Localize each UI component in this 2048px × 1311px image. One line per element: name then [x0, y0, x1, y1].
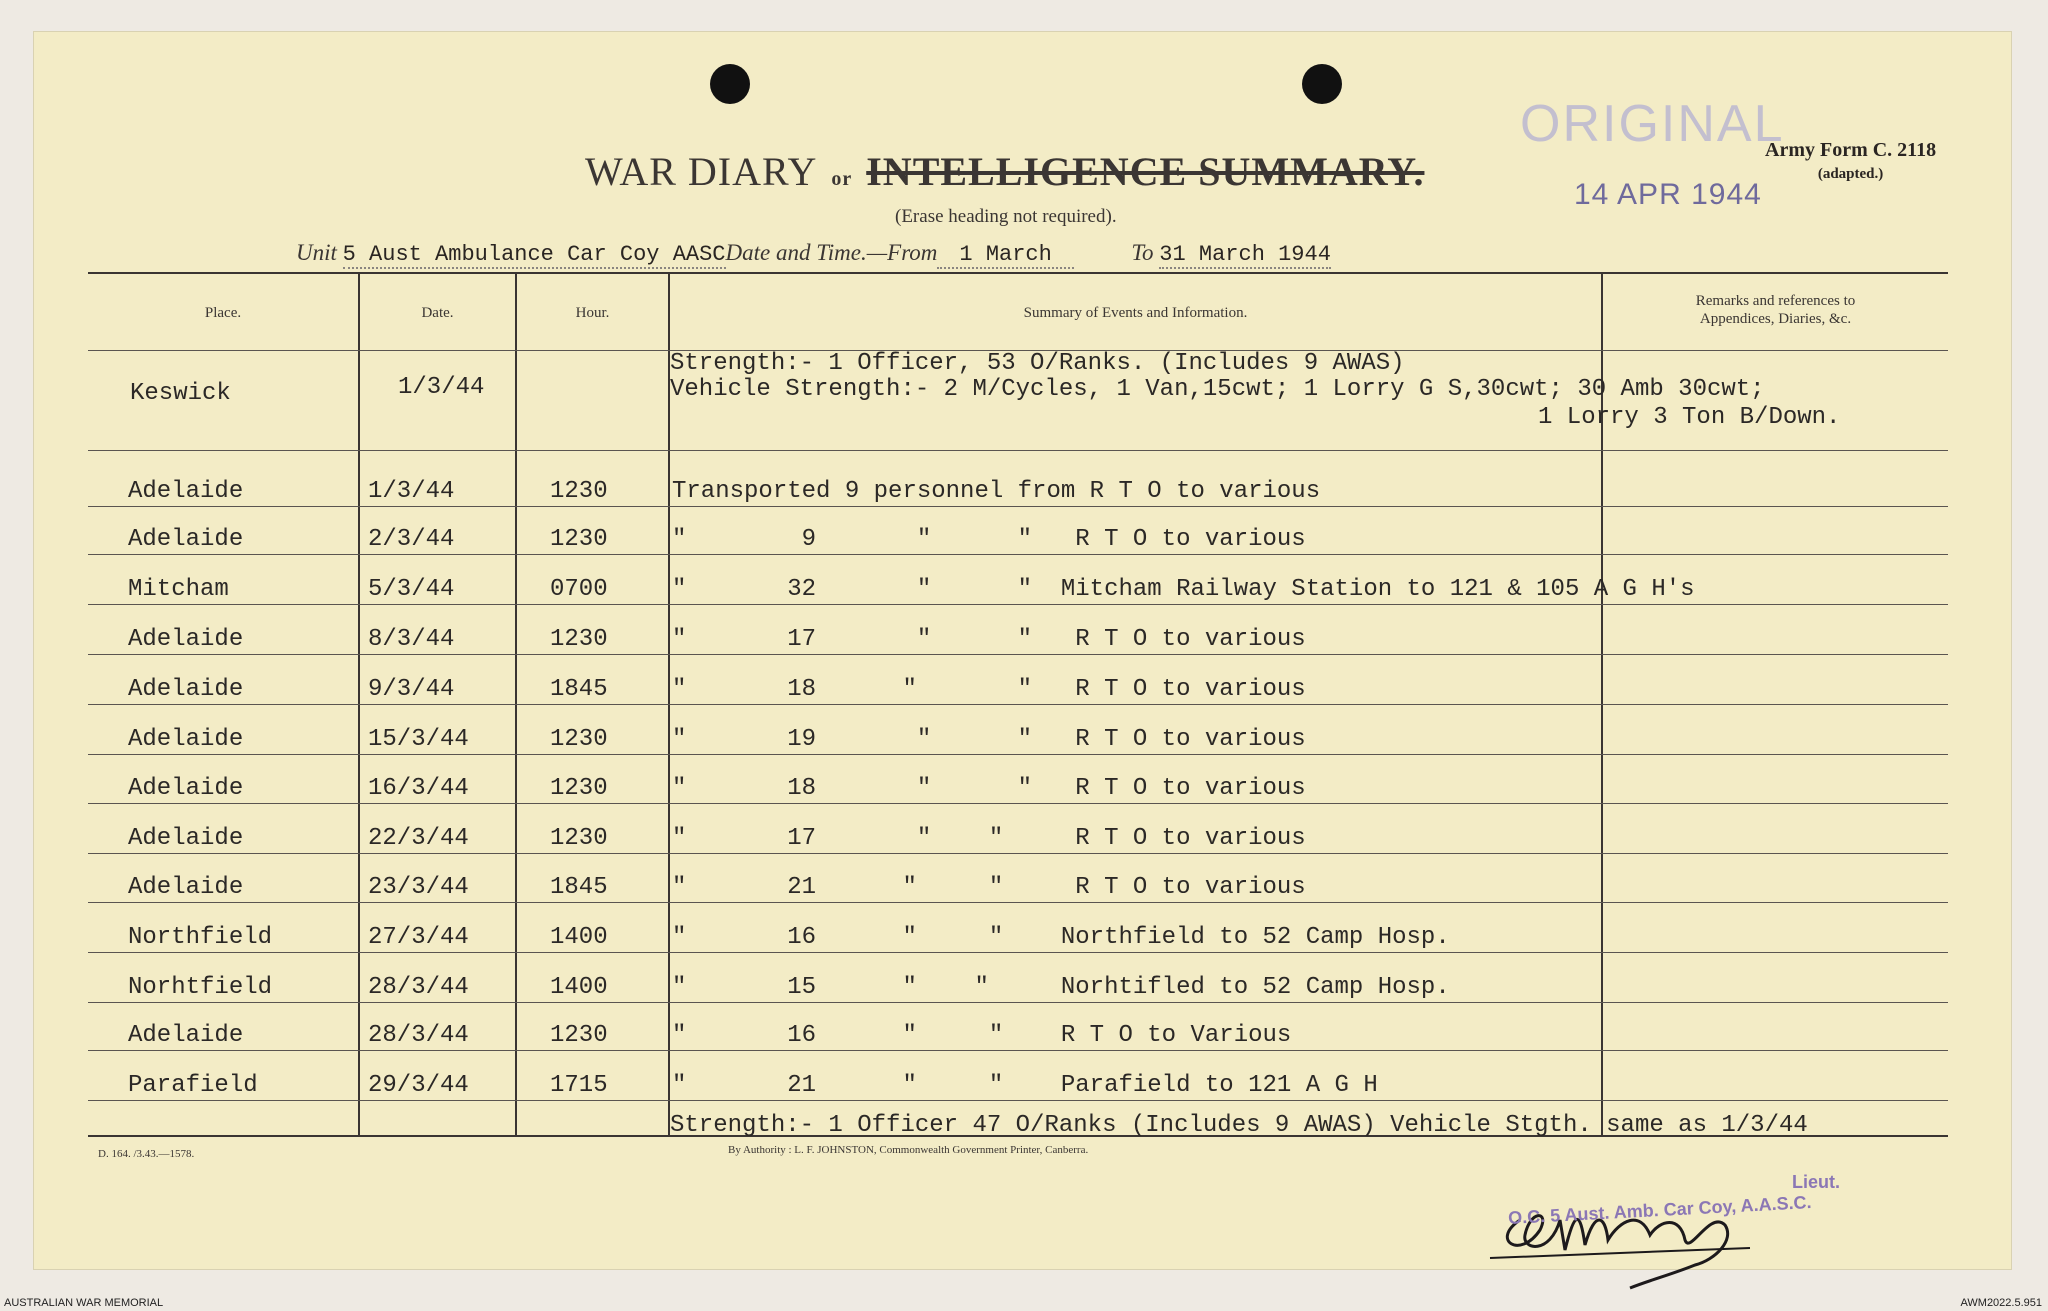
entry-date: 5/3/44 — [368, 576, 455, 603]
row-rule — [88, 902, 1948, 903]
row-rule — [88, 1100, 1948, 1101]
entry-date: 1/3/44 — [398, 374, 485, 401]
to-value: 31 March 1944 — [1159, 242, 1331, 267]
header-remarks: Remarks and references to Appendices, Diaries, &c. — [1695, 293, 1856, 327]
header-hour: Hour. — [575, 305, 610, 321]
row-rule — [88, 654, 1948, 655]
entry-hour: 1230 — [550, 626, 608, 653]
unit-value: 5 Aust Ambulance Car Coy AASC — [342, 242, 726, 267]
entry-summary: " 17 " " R T O to various — [672, 626, 1306, 653]
entry-place: Adelaide — [128, 726, 244, 753]
entry-place: Adelaide — [128, 825, 244, 852]
army-form-label: Army Form C. 2118 (adapted.) — [1765, 139, 1937, 182]
strength-line-3: 1 Lorry 3 Ton B/Down. — [1538, 404, 1841, 431]
row-rule — [88, 554, 1948, 555]
entry-hour: 1230 — [550, 478, 608, 505]
table-top-rule — [88, 272, 1948, 274]
header-place: Place. — [204, 305, 242, 321]
row-rule — [88, 506, 1948, 507]
entry-summary: " 16 " " Northfield to 52 Camp Hosp. — [672, 924, 1450, 951]
entry-hour: 1230 — [550, 775, 608, 802]
entry-place: Adelaide — [128, 775, 244, 802]
row-rule — [88, 754, 1948, 755]
entry-place: Adelaide — [128, 874, 244, 901]
archive-caption: AUSTRALIAN WAR MEMORIAL — [4, 1297, 164, 1309]
header-date: Date. — [421, 305, 454, 321]
entry-hour: 1230 — [550, 726, 608, 753]
entry-hour: 0700 — [550, 576, 608, 603]
entry-summary: " 15 " " Norhtifled to 52 Camp Hosp. — [672, 974, 1450, 1001]
rank-stamp: Lieut. — [1792, 1172, 1840, 1192]
entry-summary: " 19 " " R T O to various — [672, 726, 1306, 753]
archive-reference: AWM2022.5.951 — [1960, 1297, 2042, 1309]
entry-date: 28/3/44 — [368, 974, 469, 1001]
entry-date: 28/3/44 — [368, 1022, 469, 1049]
entry-summary: " 21 " " Parafield to 121 A G H — [672, 1072, 1378, 1099]
punch-hole — [1302, 64, 1342, 104]
entry-date: 1/3/44 — [368, 478, 455, 505]
entry-summary: " 21 " " R T O to various — [672, 874, 1306, 901]
strength-line-1: Strength:- 1 Officer, 53 O/Ranks. (Includes 9 AWAS) — [670, 350, 1405, 377]
entry-hour: 1400 — [550, 974, 608, 1001]
received-date-stamp: 14 APR 1944 — [1574, 178, 1762, 211]
heading-instruction: (Erase heading not required). — [895, 206, 1117, 227]
entry-place: Adelaide — [128, 1022, 244, 1049]
entry-hour: 1400 — [550, 924, 608, 951]
entry-date: 29/3/44 — [368, 1072, 469, 1099]
entry-date: 9/3/44 — [368, 676, 455, 703]
entry-date: 2/3/44 — [368, 526, 455, 553]
diary-title: WAR DIARY or INTELLIGENCE SUMMARY. — [585, 149, 1425, 194]
entry-place: Adelaide — [128, 478, 244, 505]
row-rule — [88, 952, 1948, 953]
entry-hour: 1230 — [550, 1022, 608, 1049]
row-rule — [88, 604, 1948, 605]
entry-date: 22/3/44 — [368, 825, 469, 852]
original-stamp: ORIGINAL — [1520, 95, 1785, 153]
entry-date: 16/3/44 — [368, 775, 469, 802]
entry-date: 15/3/44 — [368, 726, 469, 753]
entry-place: Northfield — [128, 924, 273, 951]
struck-heading: INTELLIGENCE SUMMARY. — [866, 149, 1425, 194]
entry-summary: Transported 9 personnel from R T O to various — [672, 478, 1321, 505]
strength-line-2: Vehicle Strength:- 2 M/Cycles, 1 Van,15cwt; 1 Lorry G S,30cwt; 30 Amb 30cwt; — [670, 376, 1765, 403]
entry-summary: " 32 " " Mitcham Railway Station to 121 & 105 A G H's — [672, 576, 1695, 603]
entry-hour: 1845 — [550, 676, 608, 703]
entry-hour: 1230 — [550, 825, 608, 852]
entry-summary: " 16 " " R T O to Various — [672, 1022, 1292, 1049]
entry-date: 23/3/44 — [368, 874, 469, 901]
row-rule — [88, 803, 1948, 804]
entry-summary: " 18 " " R T O to various — [672, 676, 1306, 703]
entry-place: Parafield — [128, 1072, 258, 1099]
unit-line: Unit 5 Aust Ambulance Car Coy AASCDate and Time.—From 1 March To 31 March 1944 — [296, 240, 1331, 267]
entry-summary: " 9 " " R T O to various — [672, 526, 1306, 553]
entry-date: 8/3/44 — [368, 626, 455, 653]
punch-hole — [710, 64, 750, 104]
row-rule — [88, 853, 1948, 854]
entry-place: Adelaide — [128, 676, 244, 703]
entry-summary: " 18 " " R T O to various — [672, 775, 1306, 802]
entry-place: Norhtfield — [128, 974, 273, 1001]
entry-summary: " 17 " " R T O to various — [672, 825, 1306, 852]
oc-stamp: O.C. 5 Aust. Amb. Car Coy, A.A.S.C. — [1507, 1192, 1813, 1228]
entry-place: Adelaide — [128, 526, 244, 553]
row-rule — [88, 450, 1948, 451]
from-value: 1 March — [937, 242, 1073, 269]
entry-place: Adelaide — [128, 626, 244, 653]
printer-authority: By Authority : L. F. JOHNSTON, Commonwealth Government Printer, Canberra. — [728, 1144, 1089, 1156]
closing-strength-line: Strength:- 1 Officer 47 O/Ranks (Includes 9 AWAS) Vehicle Stgth. same as 1/3/44 — [670, 1112, 1808, 1139]
row-rule — [88, 704, 1948, 705]
entry-place: Mitcham — [128, 576, 229, 603]
header-summary: Summary of Events and Information. — [1023, 305, 1248, 321]
row-rule — [88, 1002, 1948, 1003]
row-rule — [88, 1050, 1948, 1051]
entry-place: Keswick — [130, 380, 231, 407]
form-reference: D. 164. /3.43.—1578. — [98, 1148, 195, 1160]
entry-hour: 1715 — [550, 1072, 608, 1099]
entry-hour: 1845 — [550, 874, 608, 901]
entry-hour: 1230 — [550, 526, 608, 553]
entry-date: 27/3/44 — [368, 924, 469, 951]
